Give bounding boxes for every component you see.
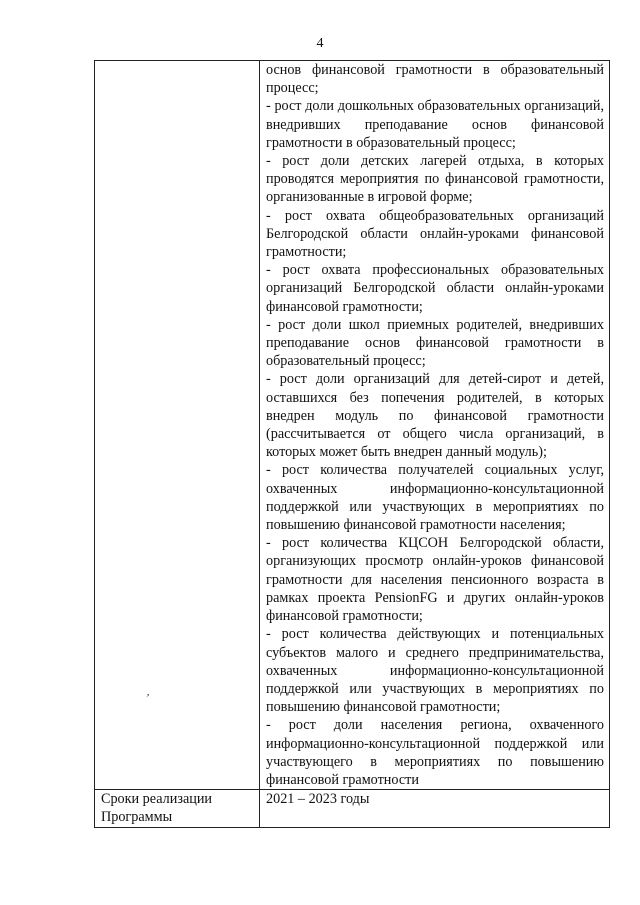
indicator-paragraph: - рост доли детских лагерей отдыха, в которых проводятся мероприятия по финансовой грамотности, организованные в игровой форме; bbox=[266, 153, 604, 206]
indicator-paragraph: - рост количества КЦСОН Белгородской области, организующих просмотр онлайн-уроков финансовой грамотности для населения пенсионного возраста в рамках проекта PensionFG и других онлайн-уроков финансовой грамотности; bbox=[266, 535, 604, 625]
table-row bbox=[95, 61, 610, 790]
indicator-paragraph: - рост доли населения региона, охваченного информационно-консультационной поддержкой или участвующего в мероприятиях по повышению финансовой грамотности bbox=[266, 717, 604, 788]
page-number: 4 bbox=[316, 36, 324, 51]
implementation-period-label: Сроки реализации Программы bbox=[95, 790, 260, 827]
indicator-paragraph: - рост количества действующих и потенциальных субъектов малого и среднего предпринимательства, охваченных информационно-консультационной поддержкой или участвующих в мероприятиях по повышению финансовой грамотности; bbox=[266, 626, 604, 716]
table-row bbox=[95, 790, 610, 827]
indicator-paragraph: - рост количества получателей социальных услуг, охваченных информационно-консультационной поддержкой или участвующих в мероприятиях по повышению финансовой грамотности населения; bbox=[266, 462, 604, 534]
stray-pen-mark: ’ bbox=[143, 691, 151, 705]
indicator-paragraph: - рост охвата общеобразовательных организаций Белгородской области онлайн-уроками финансовой грамотности; bbox=[266, 207, 604, 261]
indicator-paragraph: - рост доли организаций для детей-сирот и детей, оставшихся без попечения родителей, в которых внедрен модуль по финансовой грамотности (рассчитывается от общего числа организаций, в которых может быть внедрен данный модуль); bbox=[266, 371, 604, 461]
indicator-paragraph: - рост доли дошкольных образовательных организаций, внедривших преподавание основ финансовой грамотности в образовательный процесс; bbox=[266, 98, 604, 151]
indicators-cell bbox=[260, 61, 610, 790]
indicator-paragraph: основ финансовой грамотности в образовательный процесс; bbox=[266, 62, 604, 97]
program-passport-table bbox=[94, 60, 610, 828]
implementation-period-value: 2021 – 2023 годы bbox=[260, 790, 610, 827]
indicator-paragraph: - рост охвата профессиональных образовательных организаций Белгородской области онлайн-уроками финансовой грамотности; bbox=[266, 262, 604, 315]
indicator-paragraph: - рост доли школ приемных родителей, внедривших преподавание основ финансовой грамотности в образовательный процесс; bbox=[266, 316, 604, 370]
row-label-cell bbox=[95, 61, 260, 790]
